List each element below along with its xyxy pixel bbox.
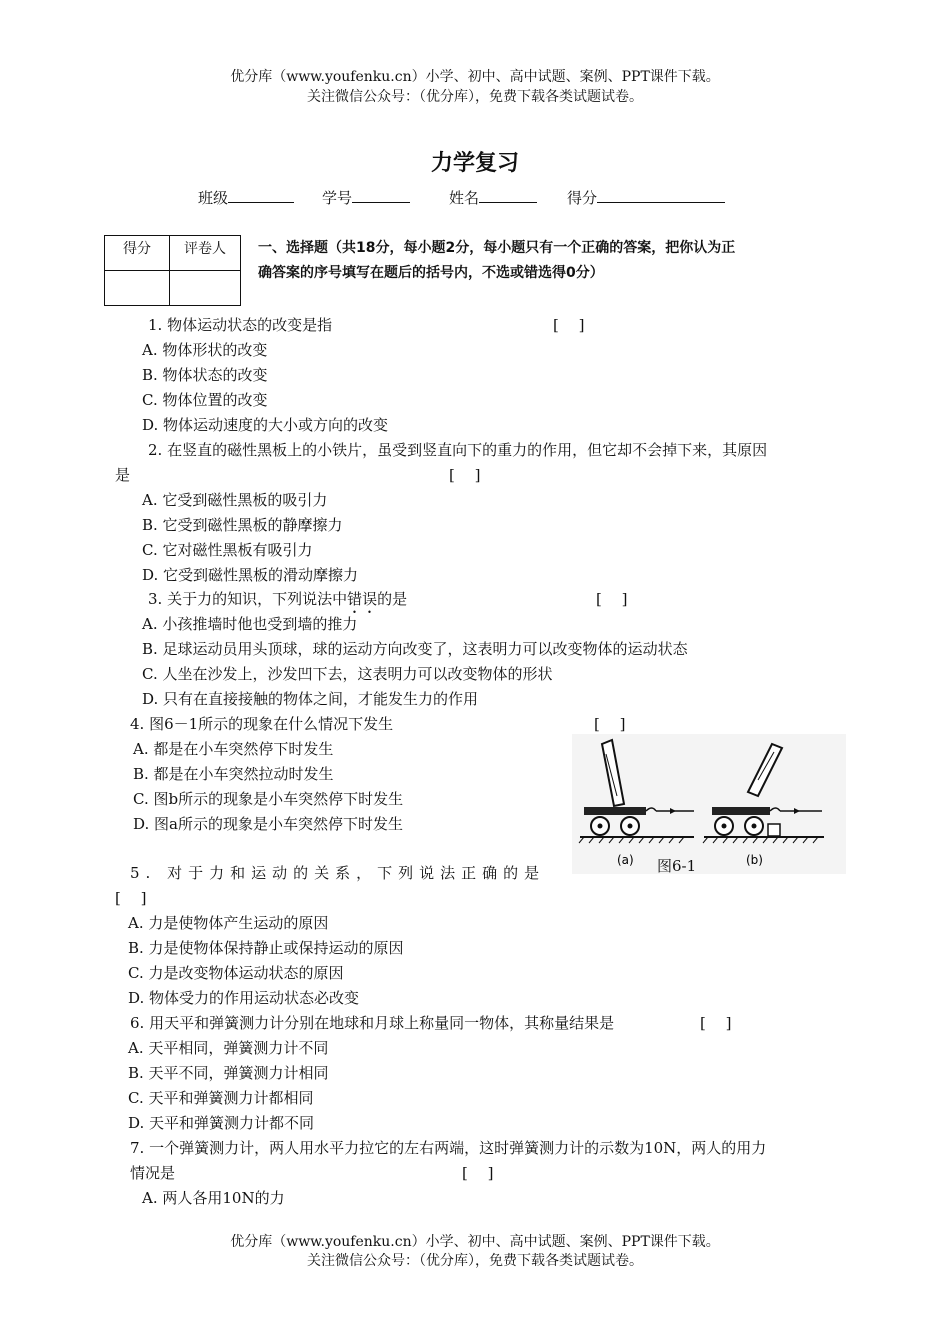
q1-option-b: B. 物体状态的改变 [142, 366, 268, 384]
class-blank [228, 188, 294, 203]
q1-stem: 1. 物体运动状态的改变是指 [148, 316, 333, 334]
q5-option-a: A. 力是使物体产生运动的原因 [128, 914, 329, 932]
section-heading-line2: 确答案的序号填写在题后的括号内，不选或错选得0分） [258, 265, 604, 281]
q3-bracket: [ ] [596, 590, 628, 608]
q3-stem-pre: 3. 关于力的知识，下列说法中 [148, 590, 348, 608]
figure-b-cart-body [712, 807, 770, 815]
q4-option-a: A. 都是在小车突然停下时发生 [133, 740, 334, 758]
q2-option-c: C. 它对磁性黑板有吸引力 [142, 541, 313, 559]
page-header-line1: 优分库（www.youfenku.cn）小学、初中、高中试题、案例、PPT课件下载。 [230, 69, 720, 85]
q7-bracket: [ ] [462, 1164, 494, 1182]
q2-option-d: D. 它受到磁性黑板的滑动摩擦力 [142, 566, 359, 584]
figure-b-axle-right [752, 824, 757, 829]
score-field [567, 187, 725, 208]
id-field [322, 187, 410, 208]
page-footer-line1: 优分库（www.youfenku.cn）小学、初中、高中试题、案例、PPT课件下载。 [230, 1234, 720, 1250]
q3-option-b: B. 足球运动员用头顶球，球的运动方向改变了，这表明力可以改变物体的运动状态 [142, 640, 688, 658]
q5-option-c: C. 力是改变物体运动状态的原因 [128, 964, 344, 982]
q6-option-a: A. 天平相同，弹簧测力计不同 [128, 1039, 329, 1057]
q7-stem-line2: 情况是 [130, 1164, 176, 1182]
q6-stem: 6. 用天平和弹簧测力计分别在地球和月球上称量同一物体，其称量结果是 [130, 1014, 615, 1032]
q6-option-c: C. 天平和弹簧测力计都相同 [128, 1089, 314, 1107]
figure-b-axle-left [722, 824, 727, 829]
name-blank [479, 188, 537, 203]
score-cell [105, 271, 170, 306]
q4-option-b: B. 都是在小车突然拉动时发生 [133, 765, 334, 783]
page-header-line2: 关注微信公众号：（优分库），免费下载各类试题试卷。 [307, 89, 643, 105]
figure-a-axle-left [598, 824, 603, 829]
q6-bracket: [ ] [700, 1014, 732, 1032]
q1-bracket: [ ] [553, 316, 585, 334]
page-footer-line2: 关注微信公众号：（优分库），免费下载各类试题试卷。 [307, 1253, 643, 1269]
score-table [104, 235, 241, 306]
score-label: 得分 [567, 189, 598, 207]
q2-option-b: B. 它受到磁性黑板的静摩擦力 [142, 516, 343, 534]
figure-a-cart-body [584, 807, 646, 815]
q3-option-a: A. 小孩推墙时他也受到墙的推力 [142, 615, 358, 633]
section-heading-line1: 一、选择题（共18分，每小题2分，每小题只有一个正确的答案，把你认为正 [258, 240, 736, 256]
q3-option-d: D. 只有在直接接触的物体之间，才能发生力的作用 [142, 690, 479, 708]
name-field [449, 187, 537, 208]
q7-option-a: A. 两人各用10N的力 [142, 1189, 285, 1207]
q7-stem-line1: 7. 一个弹簧测力计，两人用水平力拉它的左右两端，这时弹簧测力计的示数为10N，两人的用力 [130, 1139, 767, 1157]
q2-bracket: [ ] [449, 466, 481, 484]
q3-option-c: C. 人坐在沙发上，沙发凹下去，这表明力可以改变物体的形状 [142, 665, 553, 683]
grader-cell [170, 271, 241, 306]
figure-a-axle-right [628, 824, 633, 829]
q1-option-d: D. 物体运动速度的大小或方向的改变 [142, 416, 389, 434]
score-blank [597, 188, 725, 203]
figure-caption: 图6-1 [657, 857, 697, 875]
q4-stem: 4. 图6－1所示的现象在什么情况下发生 [130, 715, 394, 733]
q3-stem-emphasis: 错误 [347, 590, 378, 608]
q5-option-d: D. 物体受力的作用运动状态必改变 [128, 989, 360, 1007]
q5-stem: 5. 对于力和运动的关系，下列说法正确的是 [130, 864, 546, 882]
q1-option-a: A. 物体形状的改变 [142, 341, 268, 359]
figure-label-a: (a) [617, 853, 634, 867]
q6-option-d: D. 天平和弹簧测力计都不同 [128, 1114, 315, 1132]
score-table-col2: 评卷人 [170, 236, 241, 271]
name-label: 姓名 [449, 189, 480, 207]
q4-option-d: D. 图a所示的现象是小车突然停下时发生 [133, 815, 403, 833]
figure-b-obstacle [768, 824, 780, 836]
q1-option-c: C. 物体位置的改变 [142, 391, 268, 409]
q4-option-c: C. 图b所示的现象是小车突然停下时发生 [133, 790, 404, 808]
class-field [198, 187, 294, 208]
q2-option-a: A. 它受到磁性黑板的吸引力 [142, 491, 328, 509]
figure-label-b: (b) [746, 853, 763, 867]
q5-bracket: [ ] [115, 889, 147, 907]
q2-stem-line1: 2. 在竖直的磁性黑板上的小铁片，虽受到竖直向下的重力的作用，但它却不会掉下来，其原因 [148, 441, 768, 459]
id-blank [352, 188, 410, 203]
figure-6-1 [572, 734, 846, 874]
page-title: 力学复习 [430, 151, 519, 176]
id-label: 学号 [322, 189, 353, 207]
q6-option-b: B. 天平不同，弹簧测力计相同 [128, 1064, 329, 1082]
class-label: 班级 [198, 189, 229, 207]
q4-bracket: [ ] [594, 715, 626, 733]
q5-option-b: B. 力是使物体保持静止或保持运动的原因 [128, 939, 404, 957]
q3-stem-post: 的是 [377, 590, 408, 608]
q2-stem-line2: 是 [115, 466, 131, 484]
score-table-col1: 得分 [105, 236, 170, 271]
